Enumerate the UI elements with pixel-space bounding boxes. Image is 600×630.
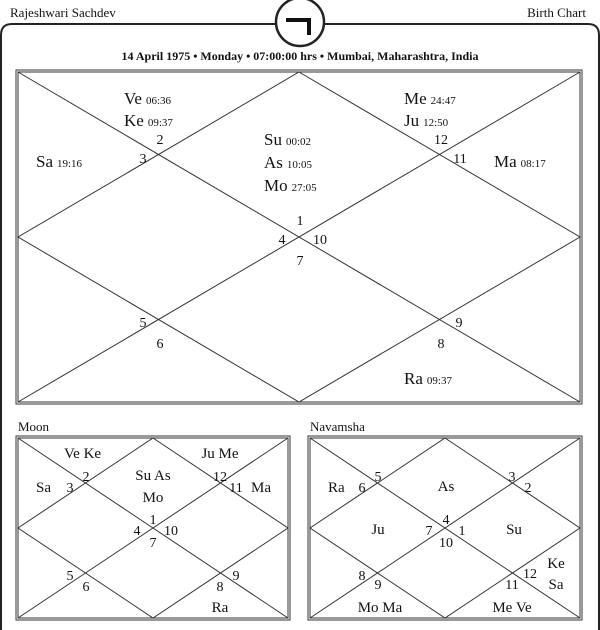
moon-house-3-planets: Sa xyxy=(36,480,51,496)
moon-house-7-number: 7 xyxy=(149,536,157,551)
svg-text:Me24:47 xyxy=(404,89,456,108)
planet-name: Sa xyxy=(36,152,53,171)
navamsha-chart-label: Navamsha xyxy=(310,419,365,434)
navamsha-left-bottom-number: 8 xyxy=(358,569,366,584)
moon-house-1-planets: Mo xyxy=(142,490,164,506)
moon-house-11-planets: Ma xyxy=(251,480,271,496)
navamsha-left-top-number: 6 xyxy=(358,481,366,496)
planet-name: Su xyxy=(264,130,282,149)
planet-name: Mo xyxy=(264,176,288,195)
planet-degree: 09:37 xyxy=(147,117,173,129)
navamsha-lower-left-number: 9 xyxy=(374,578,382,593)
navamsha-right-bottom-number: 12 xyxy=(523,567,537,582)
navamsha-right-planets: Su xyxy=(506,522,522,538)
moon-house-4-number: 4 xyxy=(133,524,141,539)
planet-name: Me xyxy=(404,89,427,108)
birth-details: 14 April 1975 • Monday • 07:00:00 hrs • Mumbai, Maharashtra, India xyxy=(121,49,479,63)
main-house-12 xyxy=(404,89,456,148)
house-number: 3 xyxy=(139,152,147,167)
planet-degree: 27:05 xyxy=(291,182,317,194)
main-house-6-number: 6 xyxy=(156,337,164,352)
navamsha-left-number: 7 xyxy=(425,524,433,539)
planet-name: Ma xyxy=(494,152,517,171)
house-number: 2 xyxy=(156,133,164,148)
main-house-3 xyxy=(36,152,147,171)
main-house-4-number: 4 xyxy=(278,233,286,248)
planet-degree: 08:17 xyxy=(520,158,546,170)
navamsha-lower-right-planets: Me Ve xyxy=(492,600,532,616)
svg-text:Sa19:16 xyxy=(36,152,83,171)
svg-text:Su00:02 xyxy=(264,130,311,149)
navamsha-right-number: 1 xyxy=(458,524,466,539)
navamsha-left-top-planets: Ra xyxy=(328,480,345,496)
moon-house-5-number: 5 xyxy=(66,569,74,584)
main-house-11 xyxy=(453,152,546,171)
planet-degree: 12:50 xyxy=(423,117,449,129)
moon-house-6-number: 6 xyxy=(82,580,90,595)
navamsha-left-planets: Ju xyxy=(371,522,385,538)
moon-chart xyxy=(16,436,290,620)
navamsha-right-top-number: 2 xyxy=(524,481,532,496)
svg-text:Ke09:37 xyxy=(124,111,173,130)
planet-degree: 09:37 xyxy=(426,375,452,387)
planet-degree: 24:47 xyxy=(430,95,456,107)
moon-house-12-number: 12 xyxy=(213,470,227,485)
navamsha-right-bottom-planets: Ke xyxy=(547,556,565,572)
house-number: 8 xyxy=(437,337,445,352)
house-number: 12 xyxy=(434,133,448,148)
native-name: Rajeshwari Sachdev xyxy=(10,5,116,20)
navamsha-bottom-number: 10 xyxy=(439,536,453,551)
svg-text:Ma08:17 xyxy=(494,152,546,171)
planet-degree: 06:36 xyxy=(145,95,172,107)
navamsha-top-number: 4 xyxy=(442,513,450,528)
planet-degree: 19:16 xyxy=(57,158,83,170)
navamsha-chart xyxy=(308,436,582,620)
moon-house-12-planets: Ju Me xyxy=(201,446,239,462)
moon-house-1-planets: Su As xyxy=(135,468,171,484)
moon-house-2-planets: Ve Ke xyxy=(64,446,102,462)
navamsha-lower-right-number: 11 xyxy=(505,578,519,593)
planet-name: Ke xyxy=(124,111,144,130)
moon-house-11-number: 11 xyxy=(229,481,243,496)
main-house-1 xyxy=(264,130,317,229)
svg-text:As10:05 xyxy=(264,153,312,172)
main-house-8 xyxy=(404,337,452,388)
svg-text:Ra09:37 xyxy=(404,369,452,388)
planet-degree: 00:02 xyxy=(285,136,312,148)
main-house-7-number: 7 xyxy=(296,254,304,269)
moon-house-8-planets: Ra xyxy=(211,600,229,616)
moon-house-9-number: 9 xyxy=(232,569,240,584)
chart-title: Birth Chart xyxy=(527,5,586,20)
house-number: 11 xyxy=(453,152,467,167)
main-house-10-number: 10 xyxy=(313,233,327,248)
navamsha-lower-left-planets: Mo Ma xyxy=(357,600,403,616)
house-number: 1 xyxy=(296,214,304,229)
moon-house-2-number: 2 xyxy=(82,470,90,485)
hook-logo-icon xyxy=(276,0,324,46)
svg-text:Ve06:36 xyxy=(124,89,172,108)
moon-chart-label: Moon xyxy=(18,419,50,434)
main-chart xyxy=(16,70,582,404)
moon-house-3-number: 3 xyxy=(66,481,74,496)
svg-text:Mo27:05 xyxy=(264,176,317,195)
moon-house-8-number: 8 xyxy=(216,580,224,595)
planet-degree: 10:05 xyxy=(286,159,312,171)
svg-text:Ju12:50 xyxy=(404,111,449,130)
planet-name: Ve xyxy=(124,89,142,108)
main-house-5-number: 5 xyxy=(139,316,147,331)
planet-name: As xyxy=(264,153,283,172)
navamsha-upper-left-number: 5 xyxy=(374,470,382,485)
main-house-9-number: 9 xyxy=(455,316,463,331)
planet-name: Ju xyxy=(404,111,420,130)
navamsha-upper-right-number: 3 xyxy=(508,470,516,485)
planet-name: Ra xyxy=(404,369,423,388)
navamsha-right-bottom-planets: Sa xyxy=(548,577,564,593)
moon-house-10-number: 10 xyxy=(164,524,178,539)
moon-house-1-number: 1 xyxy=(149,513,157,528)
navamsha-top-planets: As xyxy=(437,479,455,495)
